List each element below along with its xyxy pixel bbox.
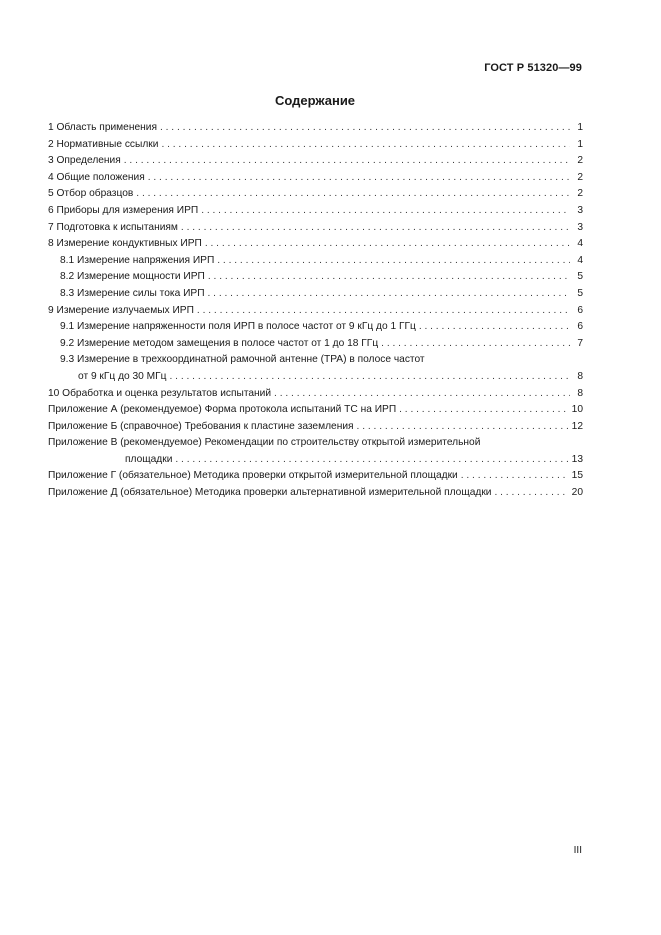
toc-entry-page: 1 [577,122,583,133]
toc-entry-label: 9.3 Измерение в трехкоординатной рамочной антенне (ТРА) в полосе частот [60,354,425,366]
toc-entry-page: 1 [577,138,583,150]
toc-appendix-entry[interactable] [48,419,583,436]
toc-appendix-entry[interactable] [48,468,583,485]
toc-entry-page: 12 [571,420,583,432]
leader-dots [160,120,570,137]
leader-dots [170,369,570,386]
toc-entry-page: 5 [577,287,583,299]
leader-dots [136,186,570,203]
toc-subentry[interactable] [48,319,583,336]
toc-subentry[interactable] [48,269,583,286]
toc-subentry[interactable] [48,253,583,270]
toc-entry[interactable] [48,220,583,237]
leader-dots [461,468,568,485]
toc-entry-label: Приложение В (рекомендуемое) Рекомендации по строительству открытой измерительной [48,437,481,449]
toc-subentry[interactable] [48,336,583,353]
toc-entry-label: 7 Подготовка к испытаниям [48,221,178,233]
toc-entry-page: 4 [577,238,583,250]
toc-entry-label: 8.2 Измерение мощности ИРП [60,271,205,283]
toc-entry-continuation [48,452,583,469]
toc-entry[interactable] [48,153,583,170]
leader-dots [381,336,570,353]
toc-entry-page: 3 [577,204,583,216]
toc-entry-page: 6 [577,321,583,333]
toc-entry-label: 9.2 Измерение методом замещения в полосе частот от 1 до 18 ГГц [60,337,379,349]
document-code: ГОСТ Р 51320—99 [484,62,582,74]
toc-entry[interactable] [48,120,583,137]
toc-entry-label: 5 Отбор образцов [48,188,134,200]
toc-entry-label: 8 Измерение кондуктивных ИРП [48,238,202,250]
toc-entry-label: 9 Измерение излучаемых ИРП [48,304,194,316]
toc-entry-page: 8 [577,370,583,382]
toc-entry-label-cont: от 9 кГц до 30 МГц [78,370,167,382]
toc-entry-page: 13 [571,453,583,465]
leader-dots [208,269,570,286]
toc-entry-page: 5 [577,271,583,283]
toc-entry-label: Приложение Б (справочное) Требования к пластине заземления [48,420,354,432]
toc-entry-label: Приложение Г (обязательное) Методика проверки открытой измерительной площадки [48,470,458,482]
toc-entry-page: 7 [577,337,583,349]
toc-entry[interactable] [48,170,583,187]
toc-entry-page: 20 [571,487,583,499]
toc-entry-label: 6 Приборы для измерения ИРП [48,204,199,216]
toc-entry-page: 2 [577,155,583,167]
toc-entry-page: 6 [577,304,583,316]
toc-subentry-multiline[interactable] [48,352,583,385]
toc-entry-page: 3 [577,221,583,233]
toc-entry-label: 9.1 Измерение напряженности поля ИРП в полосе частот от 9 кГц до 1 ГГц [60,321,416,333]
toc-entry-label: 8.1 Измерение напряжения ИРП [60,254,215,266]
leader-dots [208,286,570,303]
toc-entry-label-cont: площадки [125,453,173,465]
toc-entry[interactable] [48,203,583,220]
toc-entry[interactable] [48,303,583,320]
leader-dots [399,402,568,419]
toc-entry-label: 2 Нормативные ссылки [48,138,159,150]
leader-dots [175,452,567,469]
leader-dots [217,253,570,270]
toc-entry-label: 10 Обработка и оценка результатов испытаний [48,387,272,399]
toc-entry-label: Приложение Д (обязательное) Методика проверки альтернативной измерительной площадки [48,487,492,499]
page-number: III [573,845,582,856]
toc-entry-page: 2 [577,171,583,183]
toc-appendix-entry[interactable] [48,485,583,502]
toc-entry[interactable] [48,386,583,403]
leader-dots [161,137,570,154]
toc-entry[interactable] [48,137,583,154]
toc-entry-continuation [60,369,583,386]
toc-title: Содержание [274,93,356,108]
toc-subentry[interactable] [48,286,583,303]
table-of-contents [48,120,583,502]
leader-dots [197,303,570,320]
toc-appendix-entry[interactable] [48,402,583,419]
toc-entry[interactable] [48,236,583,253]
leader-dots [205,236,570,253]
leader-dots [124,153,570,170]
toc-entry-label: 1 Область применения [48,122,157,133]
leader-dots [419,319,570,336]
toc-entry-label: 8.3 Измерение силы тока ИРП [60,287,205,299]
toc-entry[interactable] [48,186,583,203]
toc-entry-page: 10 [571,404,583,416]
toc-appendix-entry-multiline[interactable] [48,435,583,468]
leader-dots [181,220,570,237]
leader-dots [357,419,568,436]
toc-entry-label: 4 Общие положения [48,171,145,183]
toc-entry-page: 2 [577,188,583,200]
toc-entry-label: 3 Определения [48,155,121,167]
leader-dots [274,386,570,403]
toc-entry-label: Приложение А (рекомендуемое) Форма протокола испытаний ТС на ИРП [48,404,397,416]
toc-entry-page: 4 [577,254,583,266]
leader-dots [201,203,570,220]
leader-dots [494,485,567,502]
toc-entry-page: 8 [577,387,583,399]
leader-dots [148,170,570,187]
toc-entry-page: 15 [571,470,583,482]
